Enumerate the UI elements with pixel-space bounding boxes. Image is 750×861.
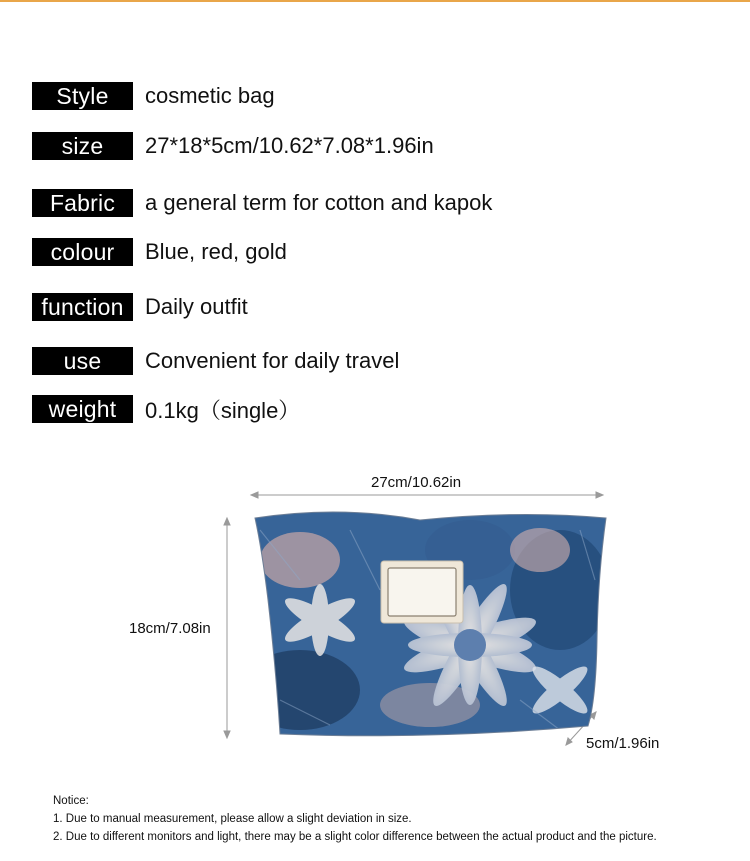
- notice-line: 1. Due to manual measurement, please allow a slight deviation in size.: [53, 813, 412, 825]
- product-figure: [0, 440, 750, 780]
- spec-row-fabric: [32, 188, 492, 218]
- spec-row-colour: [32, 237, 287, 267]
- spec-label: function: [32, 293, 133, 321]
- bag-label-patch: [381, 561, 463, 623]
- spec-label: weight: [32, 395, 133, 423]
- spec-value: Daily outfit: [145, 294, 248, 319]
- width-dimension-label: 27cm/10.62in: [371, 474, 462, 491]
- width-arrow: [251, 492, 603, 498]
- spec-value: cosmetic bag: [145, 83, 275, 108]
- spec-row-function: [32, 292, 248, 322]
- height-dimension-label: 18cm/7.08in: [129, 620, 211, 637]
- spec-row-style: [32, 81, 275, 111]
- notice-line: 2. Due to different monitors and light, there may be a slight color difference between the actual product and the picture.: [53, 831, 657, 843]
- spec-value: 0.1kg（single）: [145, 397, 301, 423]
- spec-label: size: [32, 132, 133, 160]
- notice-block: [53, 792, 657, 846]
- spec-value: 27*18*5cm/10.62*7.08*1.96in: [145, 133, 434, 158]
- spec-label: colour: [32, 238, 133, 266]
- height-arrow: [224, 518, 230, 738]
- spec-label: use: [32, 347, 133, 375]
- depth-dimension-label: 5cm/1.96in: [586, 735, 660, 752]
- spec-value: a general term for cotton and kapok: [145, 190, 493, 215]
- spec-row-size: [32, 131, 434, 161]
- bag-body: [240, 500, 620, 750]
- spec-label: Style: [32, 82, 133, 110]
- spec-value: Convenient for daily travel: [145, 348, 400, 373]
- top-accent-rule: [0, 0, 750, 2]
- spec-row-use: [32, 346, 399, 376]
- bag-illustration: [0, 440, 750, 780]
- spec-value: Blue, red, gold: [145, 239, 287, 264]
- notice-title: Notice:: [53, 795, 89, 807]
- spec-row-weight: [32, 394, 300, 424]
- spec-label: Fabric: [32, 189, 133, 217]
